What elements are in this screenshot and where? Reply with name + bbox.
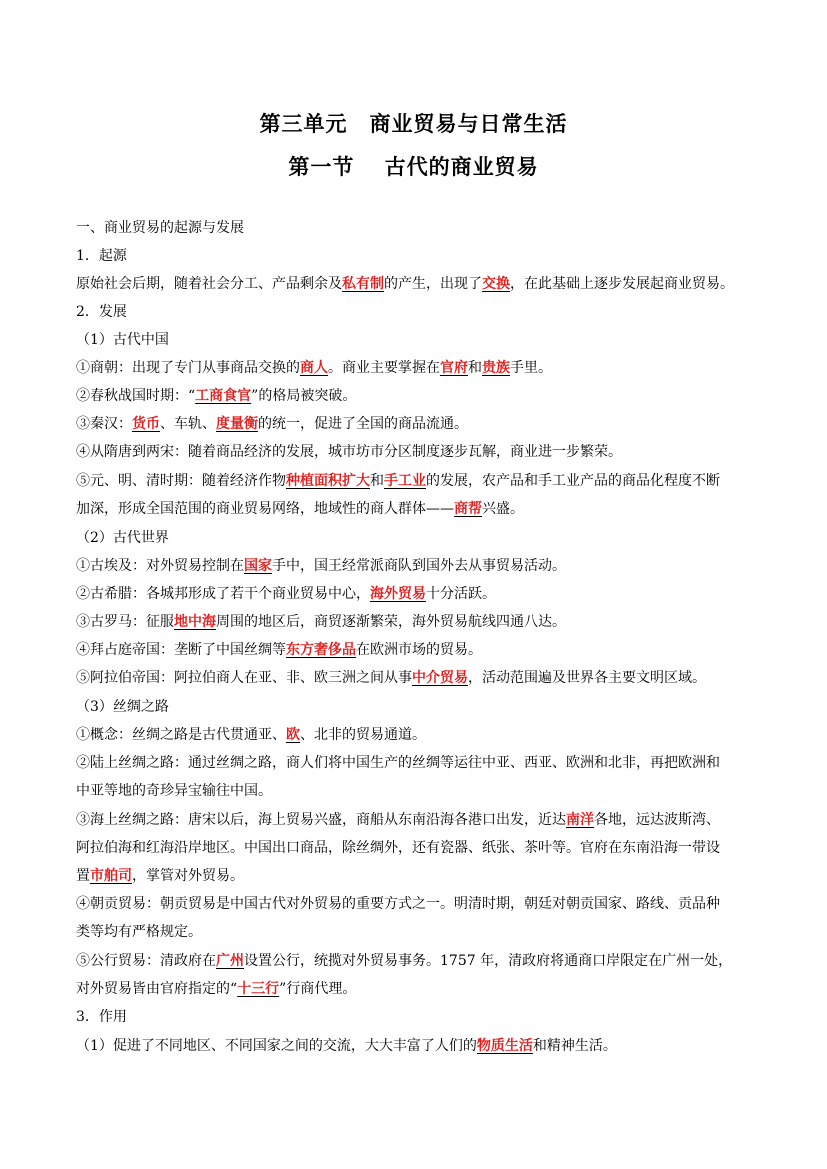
keyword-highlight: 商人 — [300, 360, 328, 376]
keyword-highlight: 贵族 — [482, 360, 510, 376]
text-line — [76, 584, 766, 604]
text-segment: （1）古代中国 — [76, 332, 169, 348]
text-segment: ④朝贡贸易：朝贡贸易是中国古代对外贸易的重要方式之一。明清时期，朝廷对朝贡国家、路线、贡品种 — [76, 896, 720, 912]
text-segment: 、车轨、 — [160, 416, 216, 432]
text-segment: 各地，远达波斯湾、 — [594, 812, 720, 828]
text-line — [76, 330, 766, 350]
keyword-highlight: 欧 — [286, 727, 300, 743]
text-segment: 、北非的贸易通道。 — [300, 727, 426, 743]
text-segment: ，活动范围遍及世界各主要文明区域。 — [468, 670, 706, 686]
text-line — [76, 697, 766, 717]
text-line — [76, 894, 766, 914]
text-segment: 和 — [370, 473, 384, 489]
text-segment: ，在此基础上逐步发展起商业贸易。 — [510, 276, 734, 292]
text-segment: 在欧洲市场的贸易。 — [356, 642, 482, 658]
text-line — [76, 246, 766, 266]
text-segment: （3）丝绸之路 — [76, 699, 169, 715]
text-segment: 中亚等地的奇珍异宝输往中国。 — [76, 783, 272, 799]
text-line — [76, 781, 766, 801]
keyword-highlight: 商帮 — [454, 501, 482, 517]
text-line — [76, 866, 766, 886]
text-line — [76, 442, 766, 462]
keyword-highlight: 南洋 — [566, 812, 594, 828]
text-segment: 置 — [76, 868, 90, 884]
text-segment: 的发展，农产品和手工业产品的商品化程度不断 — [426, 473, 720, 489]
text-segment: 类等均有严格规定。 — [76, 924, 202, 940]
text-segment: ④拜占庭帝国：垄断了中国丝绸等 — [76, 642, 286, 658]
unit-title: 第三单元 商业贸易与日常生活 — [259, 111, 568, 136]
keyword-highlight: 官府 — [440, 360, 468, 376]
text-line — [76, 386, 766, 406]
text-segment: ⑤阿拉伯帝国：阿拉伯商人在亚、非、欧三洲之间从事 — [76, 670, 412, 686]
text-segment: ③海上丝绸之路：唐宋以后，海上贸易兴盛，商船从东南沿海各港口出发，近达 — [76, 812, 566, 828]
text-line — [76, 414, 766, 434]
text-line — [76, 358, 766, 378]
text-line — [76, 725, 766, 745]
text-segment: ②陆上丝绸之路：通过丝绸之路，商人们将中国生产的丝绸等运往中亚、西亚、欧洲和北非，再把欧洲和 — [76, 755, 720, 771]
text-segment: ”的格局被突破。 — [251, 388, 357, 404]
text-segment: 兴盛。 — [482, 501, 524, 517]
text-segment: 的统一，促进了全国的商品流通。 — [258, 416, 468, 432]
text-segment: 2．发展 — [76, 304, 127, 320]
text-segment: ③古罗马：征服 — [76, 614, 174, 630]
text-line — [76, 979, 766, 999]
text-segment: ⑤元、明、清时期：随着经济作物 — [76, 473, 286, 489]
text-line — [76, 556, 766, 576]
text-line — [76, 218, 766, 238]
keyword-highlight: 国家 — [244, 558, 272, 574]
keyword-highlight: 种植面积扩大 — [286, 473, 370, 489]
keyword-highlight: 海外贸易 — [370, 586, 426, 602]
text-segment: ①古埃及：对外贸易控制在 — [76, 558, 244, 574]
section-title: 第一节 古代的商业贸易 — [288, 154, 539, 179]
text-segment: 周围的地区后，商贸逐渐繁荣，海外贸易航线四通八达。 — [216, 614, 566, 630]
text-segment: 和精神生活。 — [532, 1038, 617, 1054]
text-segment: 阿拉伯海和红海沿岸地区。中国出口商品，除丝绸外，还有瓷器、纸张、茶叶等。官府在东南沿海一带设 — [76, 840, 720, 856]
text-segment: 的产生，出现了 — [384, 276, 482, 292]
text-line — [76, 640, 766, 660]
text-segment: 十分活跃。 — [426, 586, 496, 602]
text-line — [76, 499, 766, 519]
text-segment: ”行商代理。 — [279, 981, 357, 997]
text-segment: 原始社会后期，随着社会分工、产品剩余及 — [76, 276, 342, 292]
text-segment: ④从隋唐到两宋：随着商品经济的发展，城市坊市分区制度逐步瓦解，商业进一步繁荣。 — [76, 444, 622, 460]
text-segment: 一、商业贸易的起源与发展 — [76, 220, 244, 236]
text-segment: （2）古代世界 — [76, 530, 169, 546]
text-segment: 加深，形成全国范围的商业贸易网络，地域性的商人群体—— — [76, 501, 454, 517]
keyword-highlight: 十三行 — [237, 981, 280, 997]
text-segment: 对外贸易皆由官府指定的“ — [76, 981, 238, 997]
text-line — [76, 1007, 766, 1027]
text-line — [76, 528, 766, 548]
text-line — [76, 612, 766, 632]
text-line — [76, 274, 766, 294]
keyword-highlight: 工商食官 — [195, 388, 252, 404]
keyword-highlight: 中介贸易 — [412, 670, 468, 686]
text-segment: ②春秋战国时期：“ — [76, 388, 196, 404]
text-line — [76, 810, 766, 830]
text-segment: 和 — [468, 360, 482, 376]
keyword-highlight: 私有制 — [342, 276, 384, 292]
text-segment: ，掌管对外贸易。 — [132, 868, 244, 884]
text-segment: ①商朝：出现了专门从事商品交换的 — [76, 360, 300, 376]
text-line — [76, 471, 766, 491]
keyword-highlight: 手工业 — [384, 473, 426, 489]
text-segment: 手中，国王经常派商队到国外去从事贸易活动。 — [272, 558, 566, 574]
text-segment: 1．起源 — [76, 248, 127, 264]
text-line — [76, 838, 766, 858]
text-segment: 手里。 — [510, 360, 552, 376]
text-segment: 设置公行，统揽对外贸易事务。1757 年，清政府将通商口岸限定在广州一处， — [244, 953, 733, 969]
text-line — [76, 753, 766, 773]
text-segment: （1）促进了不同地区、不同国家之间的交流，大大丰富了人们的 — [76, 1038, 477, 1054]
text-line — [76, 1036, 766, 1056]
keyword-highlight: 货币 — [132, 416, 160, 432]
keyword-highlight: 广州 — [216, 953, 244, 969]
keyword-highlight: 交换 — [482, 276, 510, 292]
text-line — [76, 951, 766, 971]
text-line — [76, 302, 766, 322]
keyword-highlight: 度量衡 — [216, 416, 258, 432]
keyword-highlight: 物质生活 — [476, 1038, 533, 1054]
text-segment: 。商业主要掌握在 — [328, 360, 440, 376]
keyword-highlight: 东方奢侈品 — [286, 642, 356, 658]
text-line — [76, 922, 766, 942]
keyword-highlight: 地中海 — [174, 614, 216, 630]
text-line — [76, 668, 766, 688]
text-segment: ②古希腊：各城邦形成了若干个商业贸易中心， — [76, 586, 370, 602]
text-segment: ③秦汉： — [76, 416, 132, 432]
text-segment: ⑤公行贸易：清政府在 — [76, 953, 216, 969]
text-segment: ①概念：丝绸之路是古代贯通亚、 — [76, 727, 286, 743]
text-segment: 3．作用 — [76, 1009, 127, 1025]
keyword-highlight: 市舶司 — [90, 868, 132, 884]
